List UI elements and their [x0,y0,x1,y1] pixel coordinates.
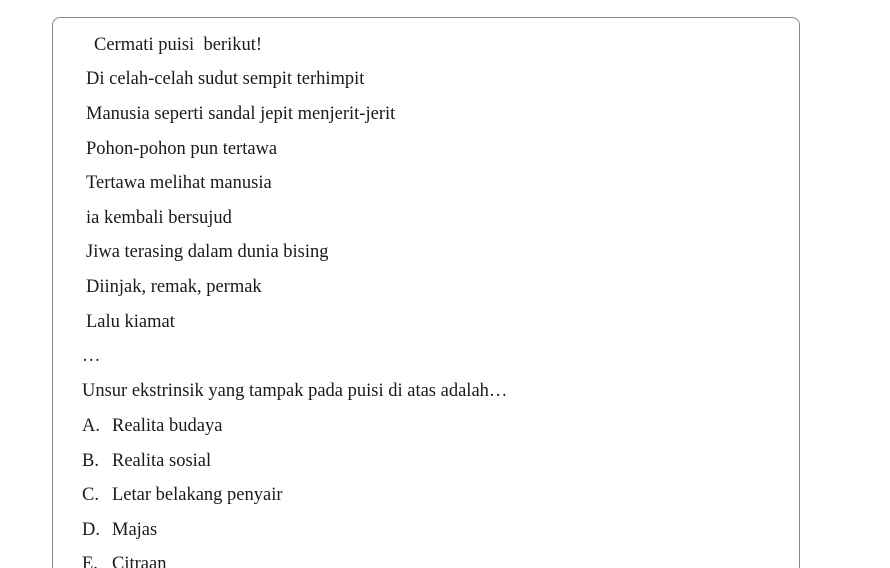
option-letter: C. [82,485,99,505]
option-text: Realita budaya [112,416,223,436]
option-c[interactable] [82,484,283,506]
poem-line: Diinjak, remak, permak [86,277,262,297]
poem-ellipsis: … [82,346,101,366]
instruction-text: Cermati puisi berikut! [94,35,263,55]
poem-line: Manusia seperti sandal jepit menjerit-jerit [86,104,396,124]
option-letter: B. [82,451,99,471]
option-letter: E. [82,554,98,568]
option-b[interactable] [82,450,211,472]
poem-line: Di celah-celah sudut sempit terhimpit [86,69,365,89]
poem-line: Tertawa melihat manusia [86,173,272,193]
poem-line: ia kembali bersujud [86,208,232,228]
option-letter: A. [82,416,100,436]
option-text: Letar belakang penyair [112,485,283,505]
option-letter: D. [82,520,100,540]
option-e[interactable] [82,553,166,568]
poem-line: Jiwa terasing dalam dunia bising [86,242,329,262]
option-a[interactable] [82,415,222,437]
option-text: Majas [112,520,158,540]
poem-line: Lalu kiamat [86,312,175,332]
option-d[interactable] [82,519,157,541]
option-text: Citraan [112,554,167,568]
option-text: Realita sosial [112,451,212,471]
question-text: Unsur ekstrinsik yang tampak pada puisi di atas adalah… [82,381,508,401]
poem-line: Pohon-pohon pun tertawa [86,139,278,159]
